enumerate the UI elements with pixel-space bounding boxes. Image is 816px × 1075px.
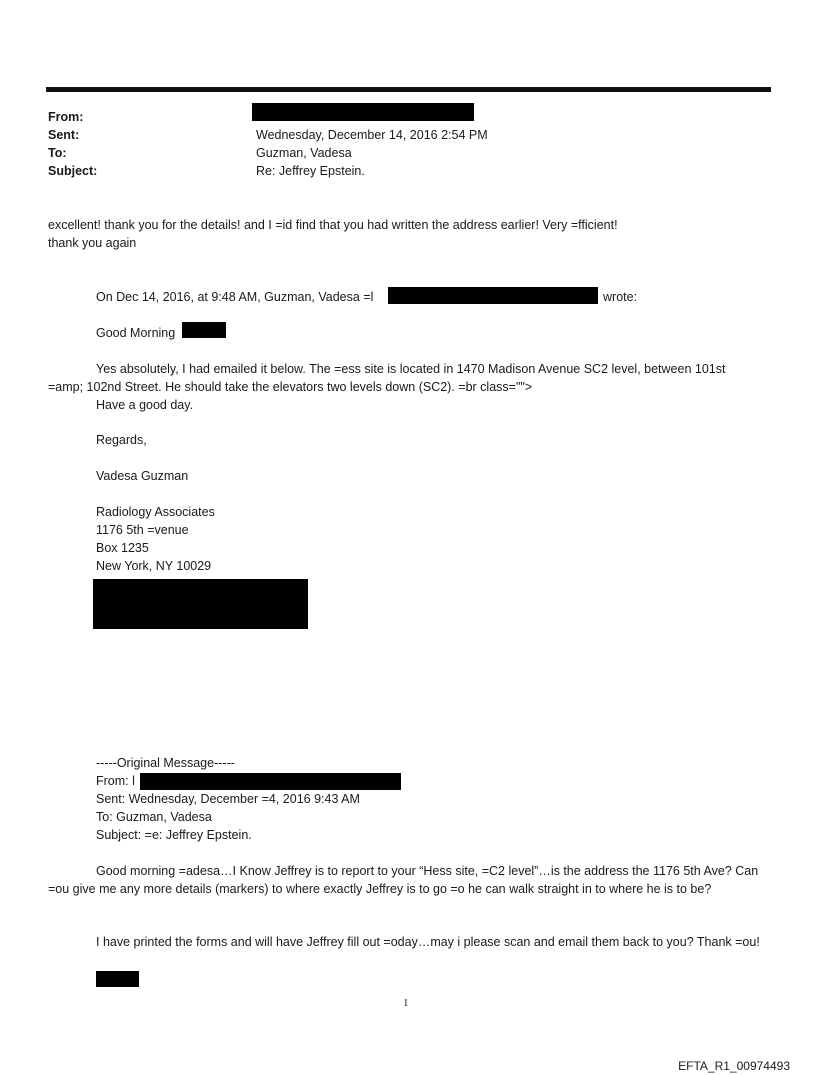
redaction-email	[388, 287, 598, 304]
redaction-signoff	[96, 971, 139, 987]
original-paragraph-1: Good morning =adesa…I Know Jeffrey is to report to your “Hess site, =C2 level”…is the address the 1176 5th Ave? Can =ou give me any more details (markers) to where exactly Jeffrey is to go =o he can walk straight in to where he is to be?	[48, 864, 759, 896]
quoted-intro-suffix: wrote:	[603, 290, 638, 304]
quoted-body-line-2: =amp; 102nd Street. He should take the elevators two levels down (SC2). =br class="">	[48, 380, 533, 394]
quoted-intro-prefix: On Dec 14, 2016, at 9:48 AM, Guzman, Vadesa =l	[96, 290, 374, 304]
reply-line-2: thank you again	[48, 236, 137, 250]
redaction-original-from	[140, 773, 401, 790]
document-id: EFTA_R1_00974493	[678, 1059, 790, 1073]
quoted-greeting: Good Morning	[96, 326, 176, 340]
page-number: 1	[403, 997, 409, 1009]
from-label: From:	[48, 110, 84, 124]
redaction-contact-block	[93, 579, 308, 629]
original-paragraph-2: I have printed the forms and will have Jeffrey fill out =oday…may i please scan and email them back to you? Thank =ou!	[96, 935, 760, 949]
redaction-name	[182, 322, 226, 338]
header-rule	[46, 87, 771, 92]
quoted-org: Radiology Associates	[96, 505, 215, 519]
subject-value: Re: Jeffrey Epstein.	[256, 164, 365, 178]
to-value: Guzman, Vadesa	[256, 146, 352, 160]
sent-value: Wednesday, December 14, 2016 2:54 PM	[256, 128, 488, 142]
original-from: From: l	[96, 774, 135, 788]
reply-line-1: excellent! thank you for the details! and I =id find that you had written the address earlier! Very =fficient!	[48, 218, 618, 232]
original-separator: -----Original Message-----	[96, 756, 235, 770]
original-to: To: Guzman, Vadesa	[96, 810, 212, 824]
quoted-address-3: New York, NY 10029	[96, 559, 212, 573]
quoted-regards: Regards,	[96, 433, 147, 447]
quoted-body-line-3: Have a good day.	[96, 398, 194, 412]
quoted-address-1: 1176 5th =venue	[96, 523, 189, 537]
original-subject: Subject: =e: Jeffrey Epstein.	[96, 828, 252, 842]
quoted-signature-name: Vadesa Guzman	[96, 469, 189, 483]
quoted-address-2: Box 1235	[96, 541, 149, 555]
sent-label: Sent:	[48, 128, 80, 142]
subject-label: Subject:	[48, 164, 98, 178]
redaction-from	[252, 103, 474, 121]
quoted-body-line-1: Yes absolutely, I had emailed it below. The =ess site is located in 1470 Madison Avenue SC2 level, between 101st	[96, 362, 726, 376]
original-sent: Sent: Wednesday, December =4, 2016 9:43 AM	[96, 792, 360, 806]
to-label: To:	[48, 146, 67, 160]
